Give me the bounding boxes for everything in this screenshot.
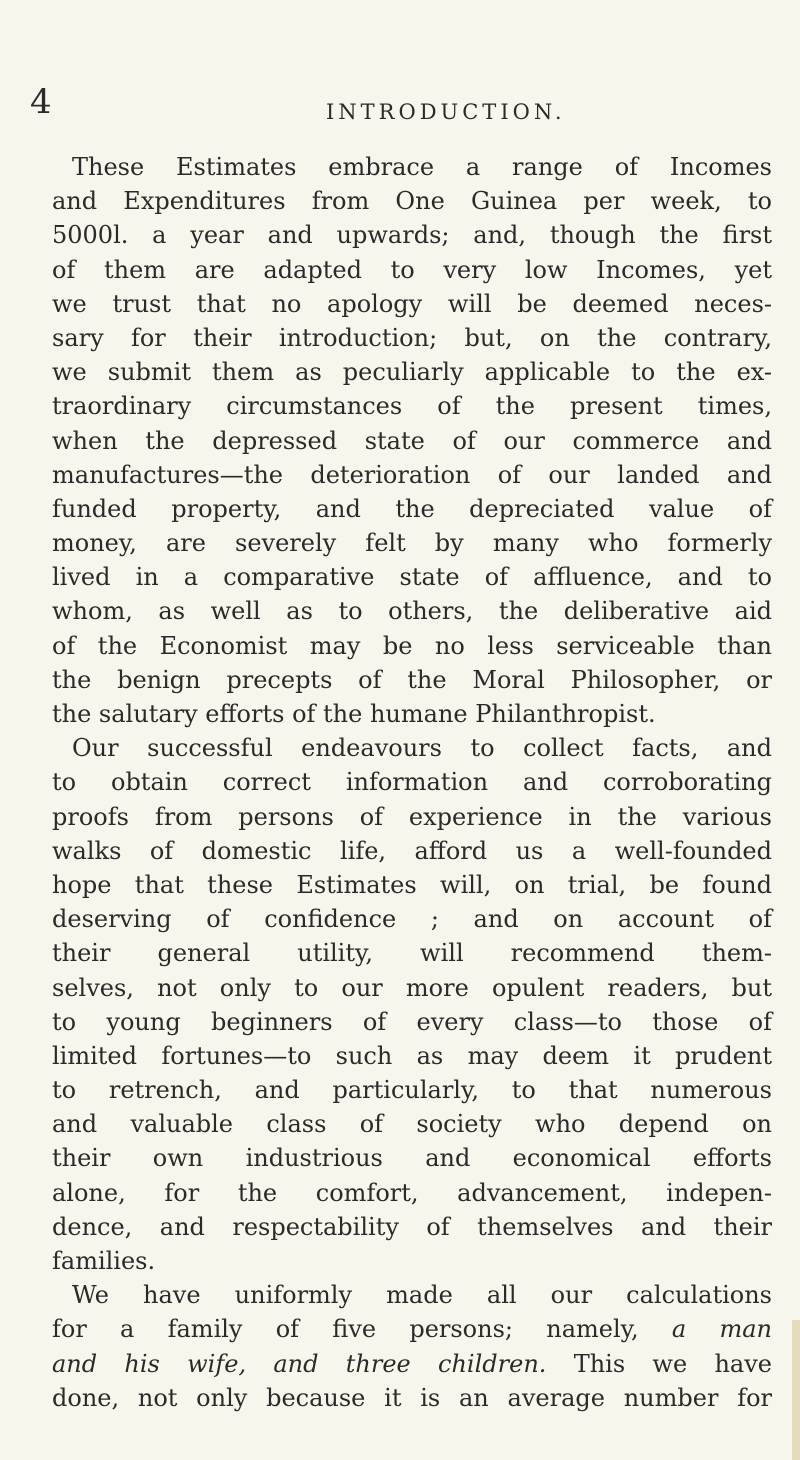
- text-line: deserving of confidence ; and on account of: [52, 905, 772, 934]
- text-fragment: for a family of five persons; namely,: [52, 1315, 639, 1344]
- text-line: [52, 1312, 772, 1346]
- text-line: whom, as well as to others, the deliberative aid: [52, 597, 772, 626]
- text-line: manufactures—the deterioration of our landed and: [52, 460, 772, 489]
- paragraph-endeavours: [52, 731, 772, 1278]
- text-line: the salutary efforts of the humane Philanthropist.: [52, 700, 656, 728]
- text-line: alone, for the comfort, advancement, indepen-: [52, 1178, 772, 1207]
- text-line: Our successful endeavours to collect facts, and: [72, 734, 772, 763]
- text-line: to obtain correct information and corroborating: [52, 768, 772, 797]
- text-line: when the depressed state of our commerce and: [52, 426, 772, 455]
- text-line: funded property, and the depreciated value of: [52, 494, 772, 523]
- paragraph-estimates: [52, 150, 772, 731]
- body-text: [52, 150, 772, 1415]
- page-number: 4: [30, 82, 52, 122]
- text-line: dence, and respectability of themselves and their: [52, 1212, 772, 1241]
- text-line: to young beginners of every class—to those of: [52, 1007, 772, 1036]
- text-line: to retrench, and particularly, to that numerous: [52, 1076, 772, 1105]
- text-line: we submit them as peculiarly applicable to the ex-: [52, 358, 772, 387]
- text-line: walks of domestic life, afford us a well-founded: [52, 836, 772, 865]
- text-line: limited fortunes—to such as may deem it prudent: [52, 1041, 772, 1070]
- text-line: [52, 1347, 772, 1381]
- running-head: INTRODUCTION.: [326, 100, 566, 124]
- text-line: lived in a comparative state of affluence, and to: [52, 563, 772, 592]
- text-line: of the Economist may be no less serviceable than: [52, 631, 772, 660]
- text-line: we trust that no apology will be deemed neces-: [52, 289, 772, 318]
- text-line: selves, not only to our more opulent readers, but: [52, 973, 772, 1002]
- text-line: 5000l. a year and upwards; and, though the first: [52, 221, 772, 250]
- page-edge-stain: [792, 1320, 800, 1460]
- text-line: done, not only because it is an average number for: [52, 1383, 772, 1412]
- text-line: traordinary circumstances of the present times,: [52, 392, 772, 421]
- italic-phrase: and his wife, and three children.: [52, 1349, 547, 1378]
- text-fragment: This we have: [573, 1349, 772, 1378]
- text-line: of them are adapted to very low Incomes, yet: [52, 255, 772, 284]
- text-line: We have uniformly made all our calculations: [72, 1281, 772, 1310]
- text-line: families.: [52, 1247, 156, 1275]
- text-line: proofs from persons of experience in the various: [52, 802, 772, 831]
- text-line: and Expenditures from One Guinea per week, to: [52, 187, 772, 216]
- page-header: [30, 82, 740, 132]
- text-line: their own industrious and economical efforts: [52, 1144, 772, 1173]
- italic-phrase: a man: [671, 1315, 772, 1344]
- paragraph-calculations: [52, 1278, 772, 1415]
- text-line: These Estimates embrace a range of Incomes: [72, 153, 772, 181]
- text-line: the benign precepts of the Moral Philosopher, or: [52, 665, 772, 694]
- text-line: their general utility, will recommend them-: [52, 939, 772, 968]
- text-line: money, are severely felt by many who formerly: [52, 529, 772, 558]
- text-line: sary for their introduction; but, on the contrary,: [52, 323, 772, 352]
- text-line: and valuable class of society who depend on: [52, 1110, 772, 1139]
- text-line: hope that these Estimates will, on trial, be found: [52, 870, 772, 899]
